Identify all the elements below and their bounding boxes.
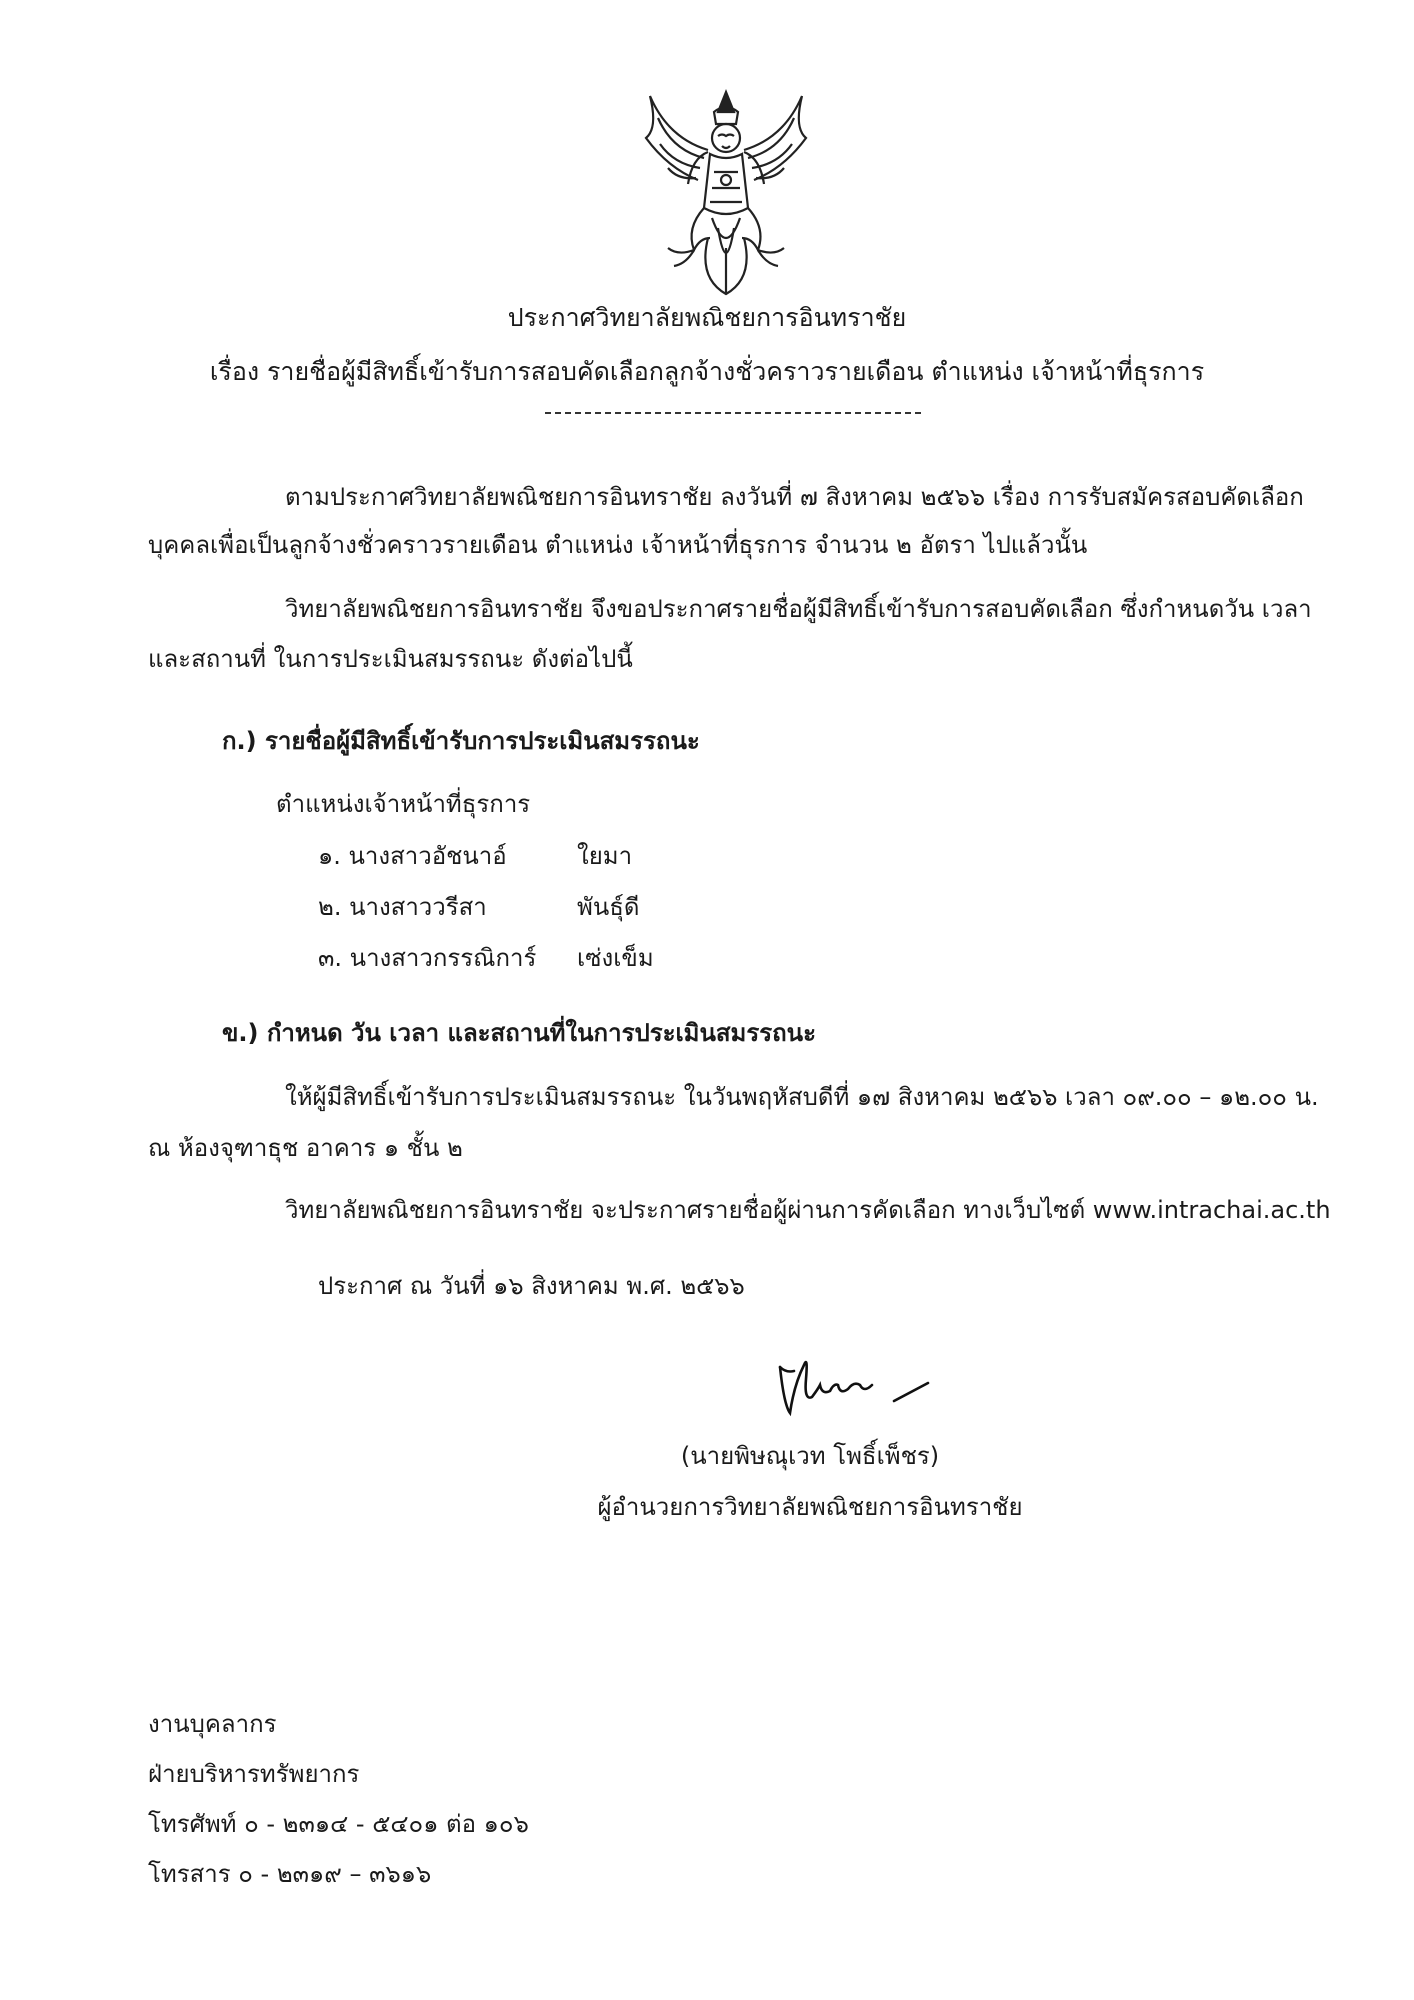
signatory-name: (นายพิษณุเวท โพธิ์เพ็ชร)	[680, 1442, 940, 1470]
para1-line1: ตามประกาศวิทยาลัยพณิชยการอินทราชัย ลงวันที่ ๗ สิงหาคม ๒๕๖๖ เรื่อง การรับสมัครสอบคัดเลือก	[285, 483, 1304, 511]
para2-line2: และสถานที่ ในการประเมินสมรรถนะ ดังต่อไปนี้	[148, 645, 633, 673]
garuda-emblem-icon	[638, 88, 814, 300]
section-b-heading: ข.) กำหนด วัน เวลา และสถานที่ในการประเมินสมรรถนะ	[222, 1019, 816, 1047]
candidate-last-name: พันธุ์ดี	[577, 893, 640, 921]
candidate-first-name: ๑. นางสาวอัชนาอ์	[318, 842, 507, 870]
section-b-line1: ให้ผู้มีสิทธิ์เข้ารับการประเมินสมรรถนะ ในวันพฤหัสบดีที่ ๑๗ สิงหาคม ๒๕๖๖ เวลา ๐๙.๐๐ – ๑๒.๐๐ น.	[285, 1083, 1319, 1111]
footer-fax: โทรสาร ๐ - ๒๓๑๙ – ๓๖๑๖	[148, 1860, 432, 1888]
candidate-first-name: ๓. นางสาวกรรณิการ์	[318, 944, 537, 972]
section-a-heading: ก.) รายชื่อผู้มีสิทธิ์เข้ารับการประเมินสมรรถนะ	[222, 727, 700, 755]
candidate-first-name: ๒. นางสาววรีสา	[318, 893, 487, 921]
handwritten-signature-icon	[760, 1345, 960, 1425]
announce-date: ประกาศ ณ วันที่ ๑๖ สิงหาคม พ.ศ. ๒๕๖๖	[318, 1272, 745, 1300]
section-b-line2: ณ ห้องจุฑาธุช อาคาร ๑ ชั้น ๒	[148, 1134, 463, 1162]
header-divider	[545, 412, 921, 414]
para1-line2: บุคคลเพื่อเป็นลูกจ้างชั่วคราวรายเดือน ตำแหน่ง เจ้าหน้าที่ธุรการ จำนวน ๒ อัตรา ไปแล้วนั้น	[148, 531, 1088, 559]
candidate-last-name: ใยมา	[577, 842, 633, 870]
candidate-last-name: เซ่งเข็ม	[577, 944, 654, 972]
website-line: วิทยาลัยพณิชยการอินทราชัย จะประกาศรายชื่อผู้ผ่านการคัดเลือก ทางเว็บไซต์ www.intrachai.ac.th	[285, 1196, 1331, 1224]
announcement-title: ประกาศวิทยาลัยพณิชยการอินทราชัย	[507, 303, 907, 332]
para2-line1: วิทยาลัยพณิชยการอินทราชัย จึงขอประกาศรายชื่อผู้มีสิทธิ์เข้ารับการสอบคัดเลือก ซึ่งกำหนดวัน เวลา	[285, 595, 1312, 623]
announcement-subject: เรื่อง รายชื่อผู้มีสิทธิ์เข้ารับการสอบคัดเลือกลูกจ้างชั่วคราวรายเดือน ตำแหน่ง เจ้าหน้าที่ธุรการ	[209, 357, 1205, 386]
footer-division: ฝ่ายบริหารทรัพยากร	[148, 1760, 360, 1788]
signatory-title: ผู้อำนวยการวิทยาลัยพณิชยการอินทราชัย	[597, 1493, 1023, 1521]
footer-department: งานบุคลากร	[148, 1710, 277, 1738]
section-a-position: ตำแหน่งเจ้าหน้าที่ธุรการ	[276, 790, 531, 818]
footer-phone: โทรศัพท์ ๐ - ๒๓๑๔ - ๕๔๐๑ ต่อ ๑๐๖	[148, 1810, 529, 1838]
